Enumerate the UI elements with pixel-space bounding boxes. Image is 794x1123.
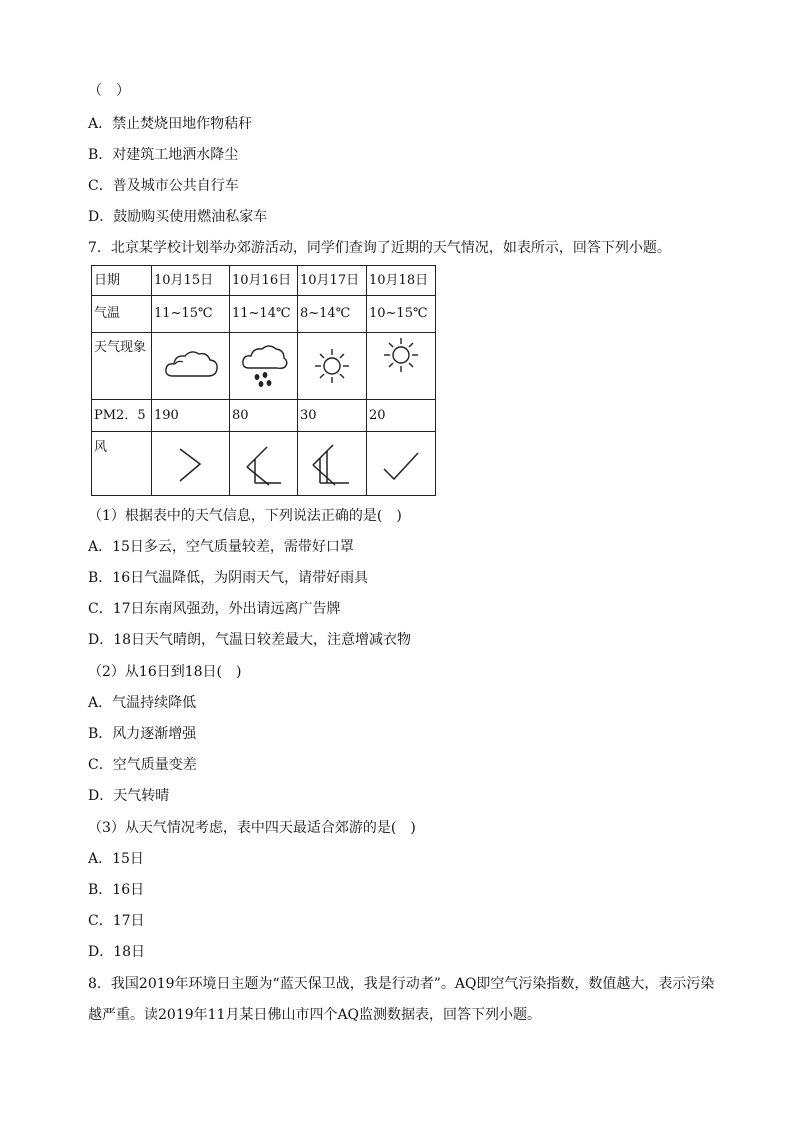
table-header-day: 10月15日 bbox=[152, 266, 230, 296]
table-row-date bbox=[92, 266, 436, 296]
option-a: A．15日多云，空气质量较差，需带好口罩 bbox=[88, 539, 354, 555]
temperature-cell: 10~15℃ bbox=[367, 296, 436, 333]
option-a: A．禁止焚烧田地作物秸秆 bbox=[88, 116, 253, 132]
wind-label: 风 bbox=[92, 432, 152, 496]
sunny-icon bbox=[381, 335, 421, 375]
option-b: B．16日 bbox=[88, 882, 145, 898]
subquestion-3-stem: （3）从天气情况考虑，表中四天最适合郊游的是( ) bbox=[88, 820, 416, 836]
option-a: A．15日 bbox=[88, 851, 144, 867]
table-row-pm25 bbox=[92, 400, 436, 432]
pm25-label: PM2．5 bbox=[92, 400, 152, 432]
temperature-cell: 11~14℃ bbox=[230, 296, 298, 333]
wind-symbol-icon bbox=[166, 439, 216, 489]
option-d: D．18日天气晴朗，气温日较差最大，注意增减衣物 bbox=[88, 632, 412, 648]
option-d: D．天气转晴 bbox=[88, 788, 170, 804]
temperature-cell: 8~14℃ bbox=[298, 296, 367, 333]
option-b: B．风力逐渐增强 bbox=[88, 726, 197, 742]
table-row-temperature bbox=[92, 296, 436, 333]
pm25-cell: 80 bbox=[230, 400, 298, 432]
question-paren: （ ） bbox=[88, 83, 130, 99]
temperature-cell: 11~15℃ bbox=[152, 296, 230, 333]
table-header-day: 10月17日 bbox=[298, 266, 367, 296]
option-a: A．气温持续降低 bbox=[88, 695, 197, 711]
temperature-label: 气温 bbox=[92, 296, 152, 333]
table-header-day: 10月18日 bbox=[367, 266, 436, 296]
wind-symbol-icon bbox=[307, 439, 357, 489]
option-c: C．17日东南风强劲，外出请远离广告牌 bbox=[88, 601, 341, 617]
question-8-stem: 8．我国2019年环境日主题为“蓝天保卫战，我是行动者”。AQ即空气污染指数，数值越大，表示污染越严重。读2019年11月某日佛山市四个AQ监测数据表，回答下列小题。 bbox=[88, 976, 715, 1023]
pm25-cell: 20 bbox=[367, 400, 436, 432]
wind-symbol-icon bbox=[376, 439, 426, 489]
weather-table bbox=[91, 265, 436, 496]
option-c: C．17日 bbox=[88, 913, 145, 929]
table-header-day: 10月16日 bbox=[230, 266, 298, 296]
table-header-date: 日期 bbox=[92, 266, 152, 296]
table-row-weather bbox=[92, 333, 436, 400]
pm25-cell: 30 bbox=[298, 400, 367, 432]
pm25-cell: 190 bbox=[152, 400, 230, 432]
rain-icon bbox=[239, 342, 289, 390]
table-row-wind bbox=[92, 432, 436, 496]
option-b: B．对建筑工地洒水降尘 bbox=[88, 147, 239, 163]
option-d: D．18日 bbox=[88, 944, 146, 960]
option-c: C．普及城市公共自行车 bbox=[88, 178, 239, 194]
subquestion-2-stem: （2）从16日到18日( ) bbox=[88, 664, 242, 680]
option-c: C．空气质量变差 bbox=[88, 757, 197, 773]
option-b: B．16日气温降低，为阴雨天气，请带好雨具 bbox=[88, 570, 369, 586]
wind-symbol-icon bbox=[239, 439, 289, 489]
question-7-stem: 7．北京某学校计划举办郊游活动，同学们查询了近期的天气情况，如表所示，回答下列小题。 bbox=[88, 240, 671, 256]
sunny-icon bbox=[312, 346, 352, 386]
cloudy-icon bbox=[161, 346, 221, 386]
subquestion-1-stem: （1）根据表中的天气信息，下列说法正确的是( ) bbox=[88, 508, 402, 524]
weather-label: 天气现象 bbox=[92, 333, 152, 400]
option-d: D．鼓励购买使用燃油私家车 bbox=[88, 209, 268, 225]
